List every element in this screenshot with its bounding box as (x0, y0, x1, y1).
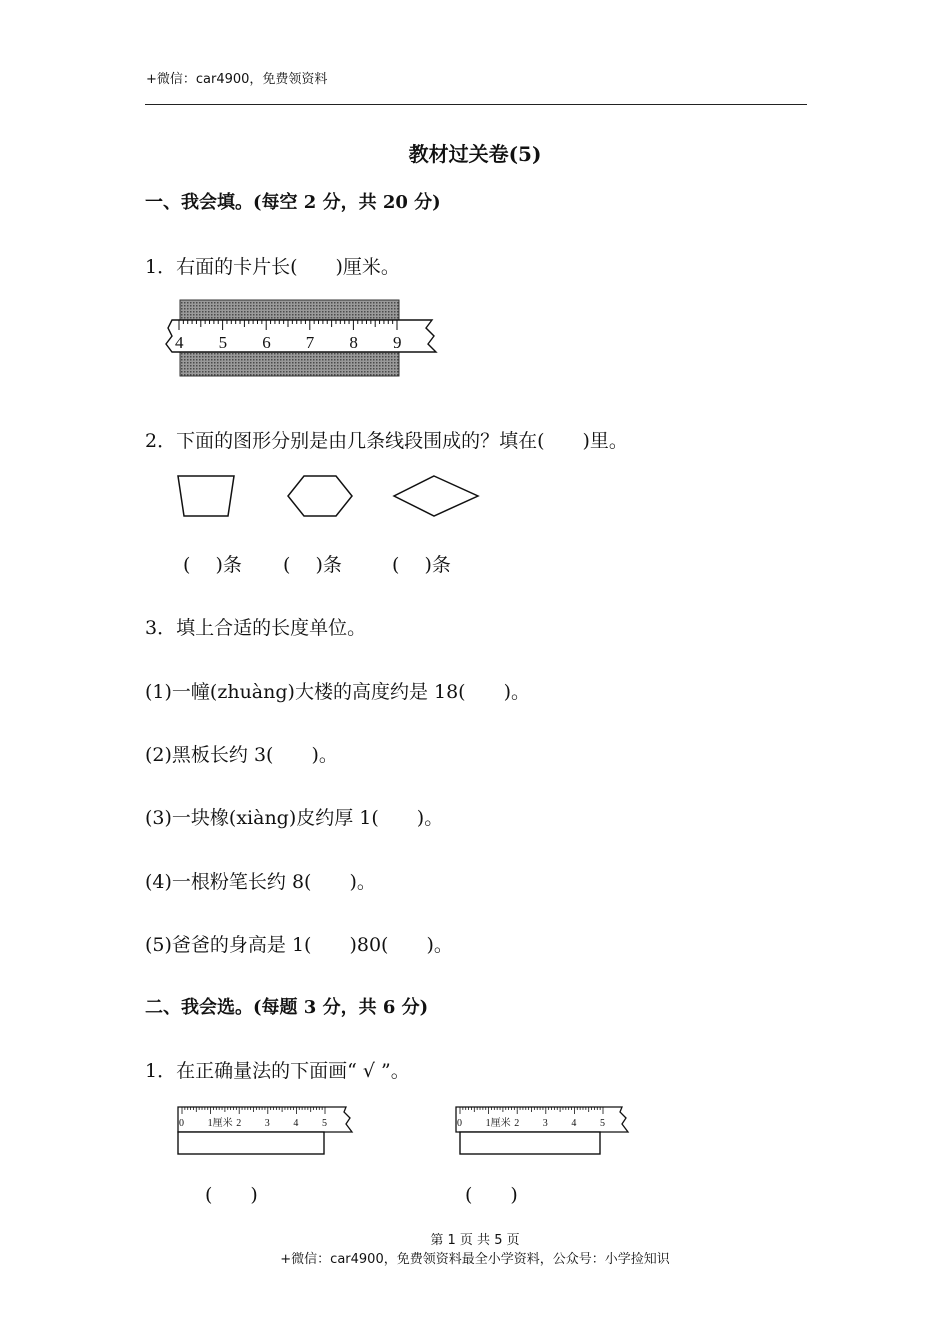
shape-answer-3: ( )条 (392, 554, 451, 576)
question-1-3-text: 3．填上合适的长度单位。 (145, 617, 367, 639)
shape-answer-1: ( )条 (183, 554, 242, 576)
ruler-2-label-3: 3 (264, 1118, 270, 1129)
question-1-1-text: 1．右面的卡片长( )厘米。 (145, 256, 400, 278)
measure-option-a (176, 1104, 356, 1156)
ruler-3-label-5: 5 (600, 1118, 605, 1129)
question-1-3-item-4: (4)一根粉笔长约 8( )。 (145, 871, 376, 893)
ruler-1-label-4: 8 (349, 333, 358, 352)
question-2-1-text: 1．在正确量法的下面画“ √ ”。 (145, 1060, 410, 1082)
ruler-1-label-0: 4 (175, 333, 184, 352)
ruler-1-label-3: 7 (305, 333, 315, 352)
header-note: +微信：car4900，免费领资料 (146, 72, 328, 87)
page-number: 第 1 页 共 5 页 (430, 1233, 520, 1248)
hexagon-icon (286, 474, 354, 518)
question-1-2-text: 2．下面的图形分别是由几条线段围成的？填在( )里。 (145, 430, 628, 452)
footer-note: +微信：car4900，免费领资料最全小学资料，公众号：小学捡知识 (280, 1252, 670, 1267)
section-2-heading: 二、我会选。(每题 3 分，共 6 分) (145, 997, 429, 1018)
ruler-1-label-5: 9 (393, 333, 402, 352)
measure-option-b (454, 1104, 634, 1156)
measured-bar-b (460, 1132, 600, 1154)
question-1-3-item-5: (5)爸爸的身高是 1( )80( )。 (145, 934, 453, 956)
ruler-3-label-3: 3 (542, 1118, 548, 1129)
card-ruler-figure (160, 296, 450, 380)
trapezoid-icon (176, 474, 238, 518)
ruler-1-label-1: 5 (218, 333, 228, 352)
question-1-3-item-2: (2)黑板长约 3( )。 (145, 744, 338, 766)
ruler-3-label-1: 1厘米 (485, 1118, 511, 1129)
section-1-heading: 一、我会填。(每空 2 分，共 20 分) (145, 192, 441, 213)
ruler-2-label-5: 5 (322, 1118, 327, 1129)
measured-bar-a (178, 1132, 324, 1154)
option-a-answer: ( ) (205, 1184, 258, 1206)
question-1-3-item-3: (3)一块橡(xiàng)皮约厚 1( )。 (145, 807, 444, 829)
page-title: 教材过关卷(5) (408, 142, 542, 166)
shape-answer-2: ( )条 (283, 554, 342, 576)
ruler-2-label-0: 0 (179, 1118, 184, 1129)
question-1-3-item-1: (1)一幢(zhuàng)大楼的高度约是 18( )。 (145, 681, 530, 703)
header-rule (145, 104, 807, 105)
ruler-3-label-2: 2 (514, 1118, 520, 1129)
ruler-3-label-0: 0 (457, 1118, 462, 1129)
ruler-2-label-1: 1厘米 (207, 1118, 233, 1129)
rhombus-icon (392, 474, 480, 518)
ruler-2-label-4: 4 (293, 1118, 299, 1129)
option-b-answer: ( ) (465, 1184, 518, 1206)
ruler-2-label-2: 2 (236, 1118, 242, 1129)
ruler-1-label-2: 6 (262, 333, 271, 352)
ruler-3-label-4: 4 (571, 1118, 577, 1129)
